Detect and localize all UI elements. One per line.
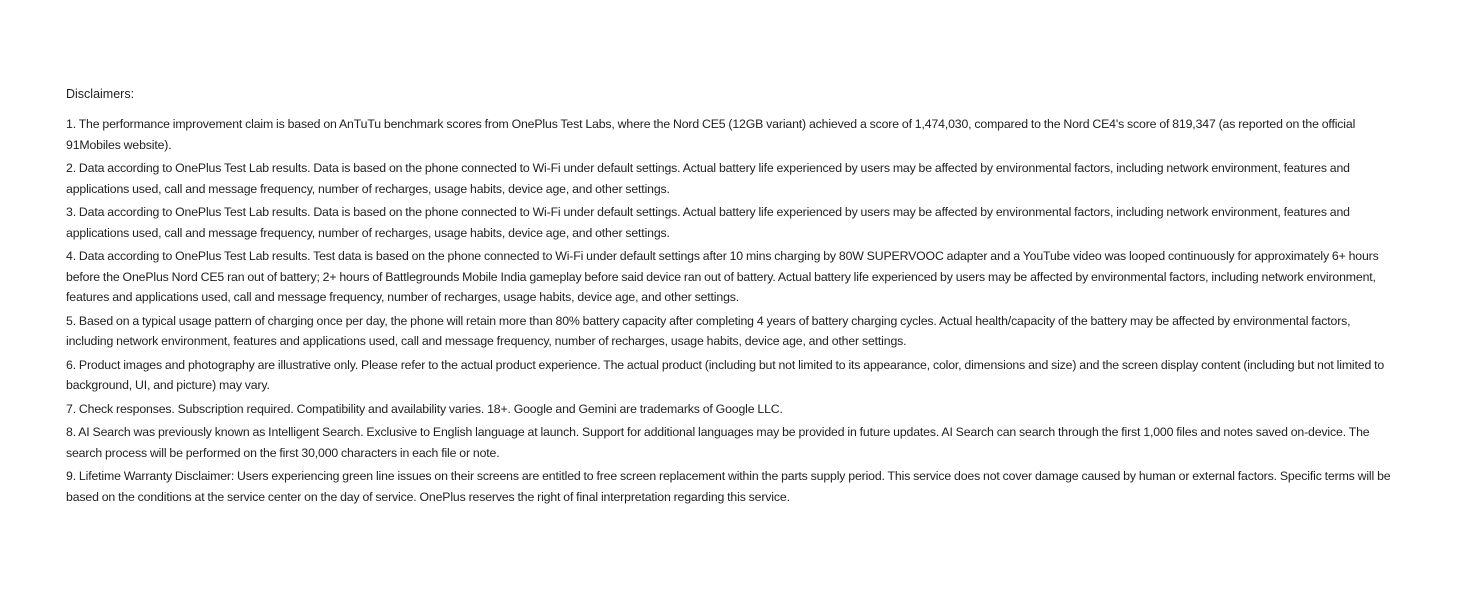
disclaimer-item-3: 3. Data according to OnePlus Test Lab results. Data is based on the phone connected to Wi-Fi under default settings. Actual battery life experienced by users may be affected by environmental factors, including network environment, features and applications used, call and message frequency, number of recharges, usage habits, device age, and other settings. xyxy=(66,205,1350,240)
disclaimer-item-1: 1. The performance improvement claim is based on AnTuTu benchmark scores from OnePlus Test Labs, where the Nord CE5 (12GB variant) achieved a score of 1,474,030, compared to the Nord CE4's score of 819,347 (as reported on the official 91Mobiles website). xyxy=(66,117,1356,152)
disclaimers-section xyxy=(66,84,1396,510)
disclaimer-item-2: 2. Data according to OnePlus Test Lab results. Data is based on the phone connected to Wi-Fi under default settings. Actual battery life experienced by users may be affected by environmental factors, including network environment, features and applications used, call and message frequency, number of recharges, usage habits, device age, and other settings. xyxy=(66,161,1350,196)
disclaimers-title: Disclaimers: xyxy=(66,87,135,101)
disclaimer-item-4: 4. Data according to OnePlus Test Lab results. Test data is based on the phone connected to Wi-Fi under default settings after 10 mins charging by 80W SUPERVOOC adapter and a YouTube video was looped continuously for approximately 6+ hours before the OnePlus Nord CE5 ran out of battery; 2+ hours of Battlegrounds Mobile India gameplay before said device ran out of battery. Actual battery life experienced by users may be affected by environmental factors, including network environment, features and applications used, call and message frequency, number of recharges, usage habits, device age, and other settings. xyxy=(66,249,1379,304)
disclaimer-item-9: 9. Lifetime Warranty Disclaimer: Users experiencing green line issues on their screens are entitled to free screen replacement within the parts supply period. This service does not cover damage caused by human or external factors. Specific terms will be based on the conditions at the service center on the day of service. OnePlus reserves the right of final interpretation regarding this service. xyxy=(66,469,1391,504)
disclaimer-item-6: 6. Product images and photography are illustrative only. Please refer to the actual product experience. The actual product (including but not limited to its appearance, color, dimensions and size) and the screen display content (including but not limited to background, UI, and picture) may vary. xyxy=(66,357,1385,392)
disclaimer-item-7: 7. Check responses. Subscription required. Compatibility and availability varies. 18+. Google and Gemini are trademarks of Google LLC. xyxy=(66,401,783,416)
disclaimer-list xyxy=(66,114,1396,507)
disclaimer-item-5: 5. Based on a typical usage pattern of charging once per day, the phone will retain more than 80% battery capacity after completing 4 years of battery charging cycles. Actual health/capacity of the battery may be affected by environmental factors, including network environment, features and applications used, call and message frequency, number of recharges, usage habits, device age, and other settings. xyxy=(66,313,1351,348)
disclaimer-item-8: 8. AI Search was previously known as Intelligent Search. Exclusive to English language at launch. Support for additional languages may be provided in future updates. AI Search can search through the first 1,000 files and notes saved on-device. The search process will be performed on the first 30,000 characters in each file or note. xyxy=(66,425,1370,460)
